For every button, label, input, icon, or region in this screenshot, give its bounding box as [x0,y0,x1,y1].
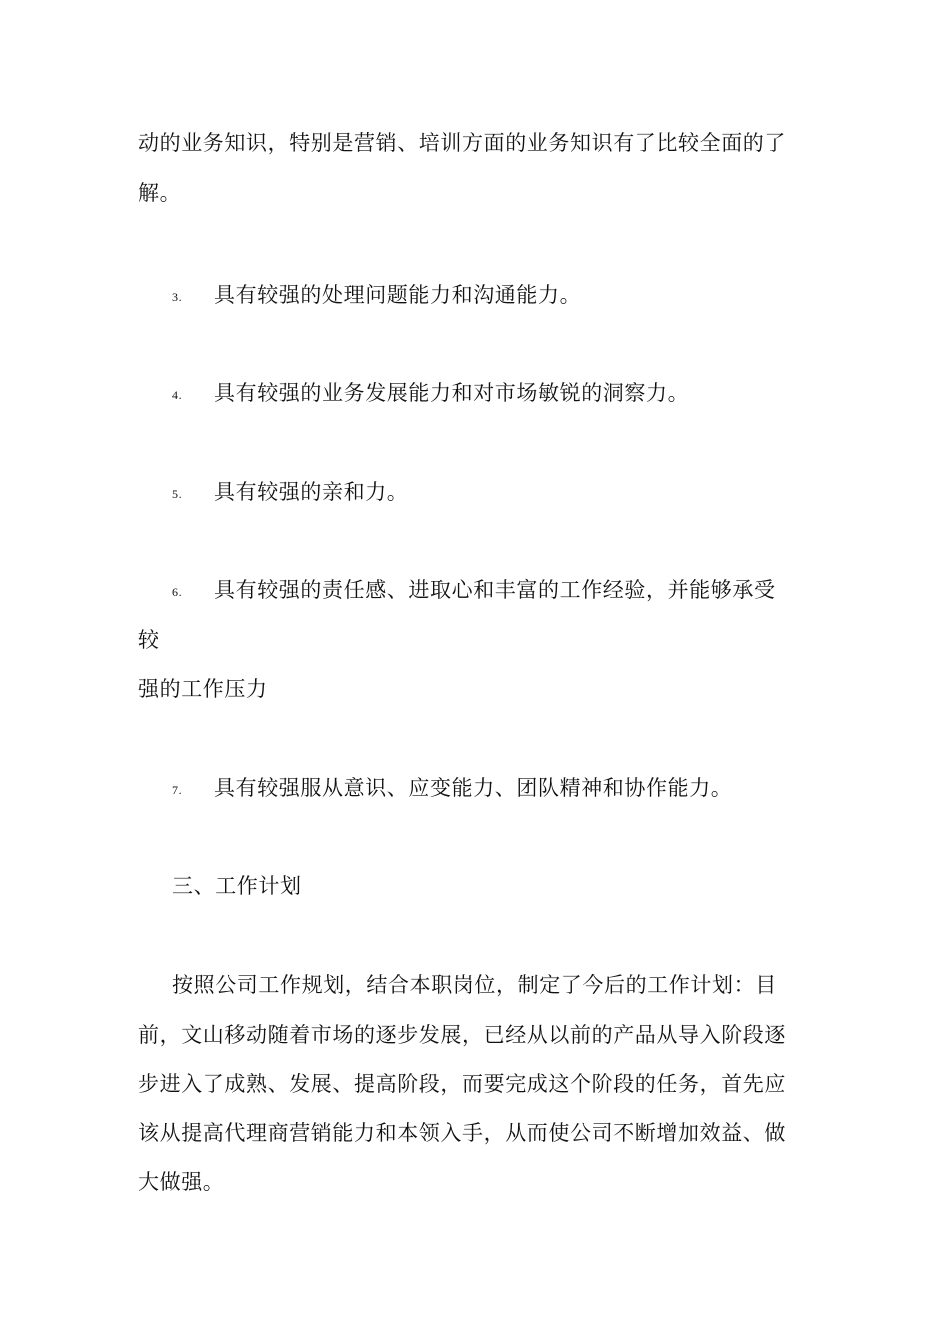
list-number: 3. [172,289,183,304]
paragraph-line-3: 步进入了成熟、发展、提高阶段，而要完成这个阶段的任务，首先应 [138,1072,786,1096]
paragraph-line-2: 前，文山移动随着市场的逐步发展，已经从以前的产品从导入阶段逐 [138,1023,786,1047]
list-item-5 [172,477,812,509]
list-number: 4. [172,387,183,402]
list-text: 具有较强服从意识、应变能力、团队精神和协作能力。 [214,776,733,800]
list-item-6 [172,575,812,607]
list-text: 具有较强的业务发展能力和对市场敏锐的洞察力。 [214,381,690,405]
list-text: 具有较强的亲和力。 [214,480,409,504]
list-number: 5. [172,486,183,501]
intro-line-2: 解。 [138,181,182,205]
paragraph-line-4: 该从提高代理商营销能力和本领入手，从而使公司不断增加效益、做 [138,1121,786,1145]
list-text: 具有较强的处理问题能力和沟通能力。 [214,283,582,307]
list-item-7 [172,773,812,805]
list-item-6-continuation-2: 强的工作压力 [138,677,268,701]
list-item-4 [172,378,812,410]
list-number: 6. [172,584,183,599]
paragraph-line-1: 按照公司工作规划，结合本职岗位，制定了今后的工作计划：目 [172,973,777,997]
section-heading: 三、工作计划 [172,874,302,898]
list-number: 7. [172,782,183,797]
paragraph-line-5: 大做强。 [138,1170,225,1194]
list-item-6-continuation-1: 较 [138,628,160,652]
list-item-3 [172,280,812,312]
intro-line-1: 动的业务知识，特别是营销、培训方面的业务知识有了比较全面的了 [138,131,786,155]
list-text: 具有较强的责任感、进取心和丰富的工作经验，并能够承受 [214,578,776,602]
